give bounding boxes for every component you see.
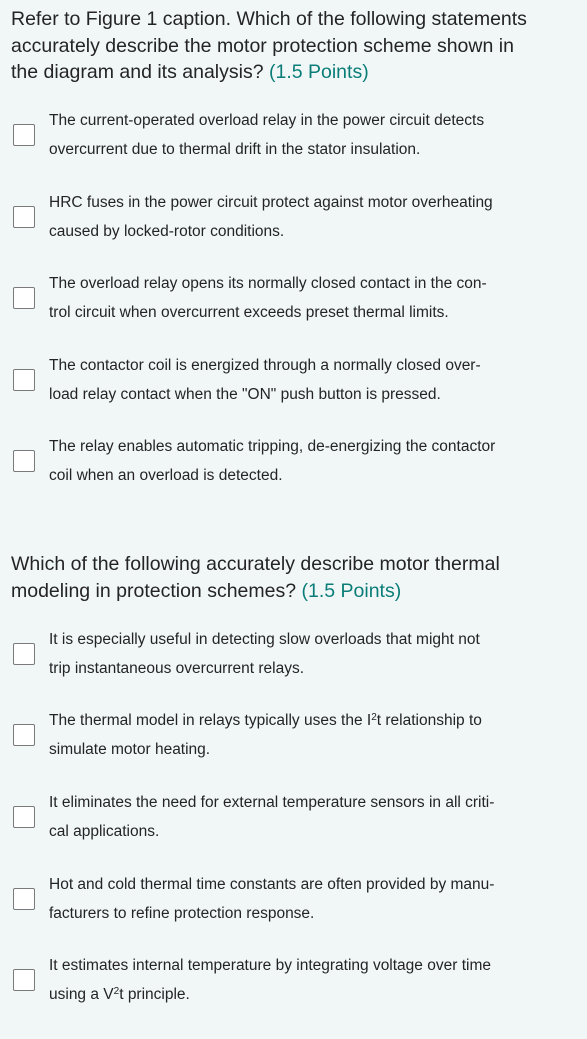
option-checkbox[interactable]: [13, 369, 35, 391]
question-1-option-2[interactable]: [0, 188, 587, 252]
option-label-line: [49, 980, 579, 1009]
question-1-text-line: the diagram and its analysis?: [11, 61, 264, 83]
option-label-line: The current-operated overload relay in the power circuit detects: [49, 112, 485, 129]
option-label-line: HRC fuses in the power circuit protect against motor overheating: [49, 194, 493, 211]
question-2-option-4[interactable]: [0, 870, 587, 934]
question-1-option-4[interactable]: [0, 351, 587, 415]
question-2-option-1[interactable]: [0, 625, 587, 689]
question-1-option-5[interactable]: [0, 432, 587, 496]
option-label[interactable]: [49, 951, 579, 1009]
option-label-line: caused by locked-rotor conditions.: [49, 223, 285, 240]
option-label[interactable]: [49, 106, 579, 164]
option-label-line: It estimates internal temperature by integrating voltage over time: [49, 957, 491, 974]
option-checkbox[interactable]: [13, 806, 35, 828]
question-2-option-3[interactable]: [0, 788, 587, 852]
option-checkbox[interactable]: [13, 643, 35, 665]
option-checkbox[interactable]: [13, 450, 35, 472]
question-2-text-line: Which of the following accurately describe motor thermal: [11, 553, 500, 575]
question-1: [0, 6, 587, 86]
option-label-text: The thermal model in relays typically uses the I: [49, 712, 372, 729]
option-label-line: The contactor coil is energized through a normally closed over-: [49, 357, 481, 374]
question-2: [0, 551, 587, 604]
option-label-line: It is especially useful in detecting slow overloads that might not: [49, 631, 480, 648]
question-1-text-line: Refer to Figure 1 caption. Which of the following statements: [11, 8, 527, 30]
option-label-line: cal applications.: [49, 823, 160, 840]
superscript: 2: [371, 712, 377, 723]
option-label-line: It eliminates the need for external temperature sensors in all criti-: [49, 794, 495, 811]
option-checkbox[interactable]: [13, 969, 35, 991]
option-label-line: load relay contact when the "ON" push button is pressed.: [49, 386, 441, 403]
option-label[interactable]: [49, 269, 579, 327]
option-checkbox[interactable]: [13, 206, 35, 228]
question-1-text: [11, 6, 581, 86]
question-2-text-line: modeling in protection schemes?: [11, 579, 297, 602]
option-label-text: t relationship to: [376, 712, 482, 729]
option-label-line: Hot and cold thermal time constants are often provided by manu-: [49, 876, 495, 893]
option-checkbox[interactable]: [13, 124, 35, 146]
question-1-text-line: accurately describe the motor protection scheme shown in: [11, 34, 514, 57]
option-label-line: coil when an overload is detected.: [49, 467, 283, 484]
option-label[interactable]: [49, 188, 579, 246]
question-2-points: (1.5 Points): [301, 579, 402, 602]
option-label-line: facturers to refine protection response.: [49, 905, 315, 922]
question-1-points: (1.5 Points): [268, 61, 369, 83]
superscript: 2: [113, 986, 120, 997]
option-label[interactable]: [49, 625, 579, 683]
question-2-text: [11, 551, 581, 604]
option-label-text: using a V: [49, 986, 114, 1003]
option-label[interactable]: [49, 432, 579, 490]
option-label[interactable]: [49, 351, 579, 409]
option-label-line: overcurrent due to thermal drift in the stator insulation.: [49, 141, 421, 158]
option-checkbox[interactable]: [13, 724, 35, 746]
option-label-line: [49, 706, 579, 735]
option-label-line: trip instantaneous overcurrent relays.: [49, 660, 305, 677]
option-checkbox[interactable]: [13, 287, 35, 309]
option-label-text: t principle.: [119, 986, 190, 1003]
question-2-option-2[interactable]: [0, 706, 587, 770]
option-checkbox[interactable]: [13, 888, 35, 910]
question-1-option-1[interactable]: [0, 106, 587, 170]
question-1-option-3[interactable]: [0, 269, 587, 333]
option-label[interactable]: [49, 706, 579, 764]
option-label[interactable]: [49, 788, 579, 846]
option-label[interactable]: [49, 870, 579, 928]
option-label-line: The overload relay opens its normally closed contact in the con-: [49, 275, 487, 292]
option-label-line: The relay enables automatic tripping, de-energizing the contactor: [49, 438, 496, 455]
option-label-line: trol circuit when overcurrent exceeds preset thermal limits.: [49, 304, 449, 321]
question-2-option-5[interactable]: [0, 951, 587, 1015]
option-label-line: simulate motor heating.: [49, 741, 211, 758]
